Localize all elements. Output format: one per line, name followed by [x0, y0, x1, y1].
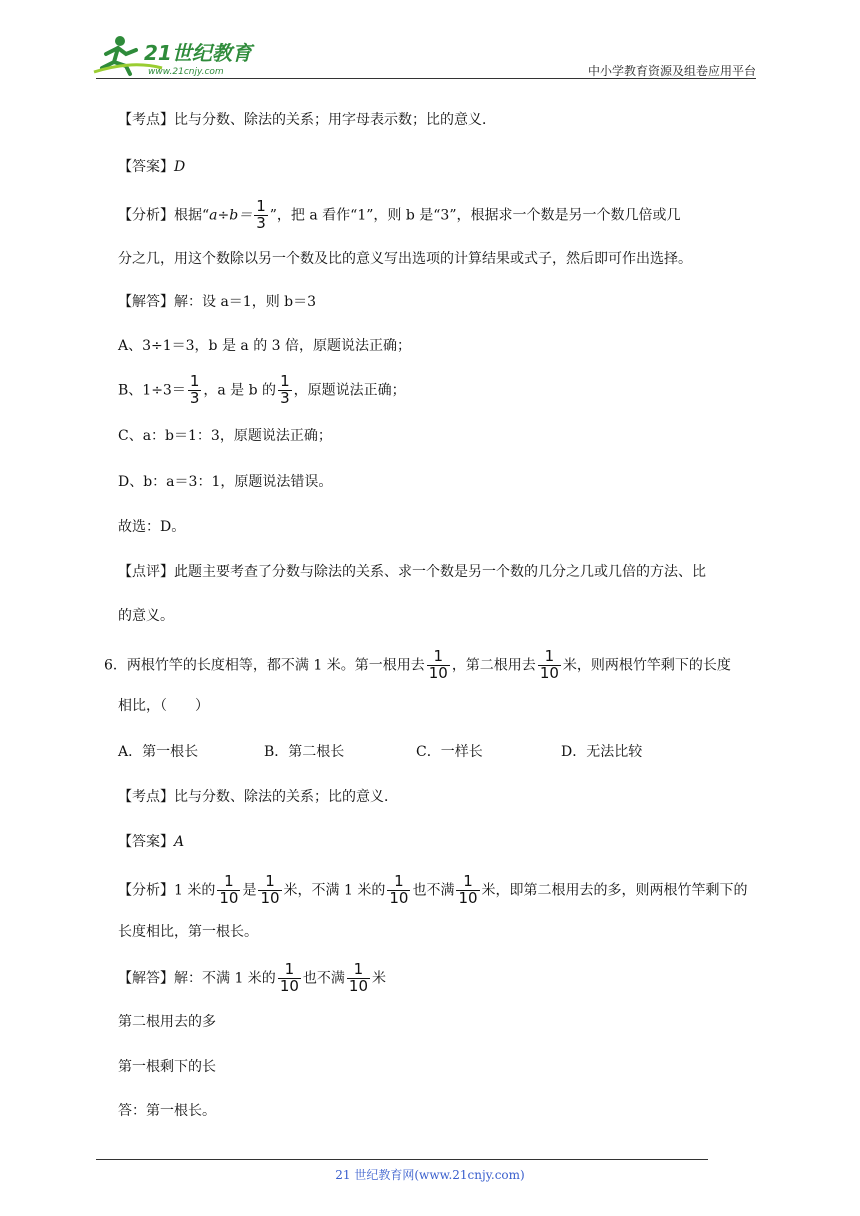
text: 【解答】解：不满 1 米的: [118, 970, 276, 987]
fraction-one-third: [188, 374, 202, 407]
q5-analysis-line-1: [118, 199, 680, 232]
text: 【分析】根据“: [118, 207, 210, 224]
runner-logo-icon: [92, 32, 262, 78]
q6-stem-line-2: 相比，（ ）: [118, 698, 209, 714]
footer-text: 21 世纪教育网(www.21cnjy.com): [335, 1168, 525, 1182]
text: ”，把 a 看作“1”，则 b 是“3”，根据求一个数是另一个数几倍或几: [269, 207, 681, 224]
q6-option-b: B．第二根长: [264, 744, 345, 760]
numerator: 1: [189, 372, 200, 390]
numerator: 1: [463, 872, 473, 890]
text: a÷b＝: [209, 207, 253, 224]
q5-answer: [118, 157, 185, 177]
q6-option-a: A．第一根长: [118, 744, 199, 760]
text: 米，不满 1 米的: [283, 882, 386, 899]
fraction-one-tenth: [387, 874, 410, 907]
q6-option-d: D．无法比较: [561, 744, 643, 760]
text: 米，即第二根用去的多，则两根竹竿剩下的: [481, 882, 748, 899]
fraction-one-tenth: [456, 874, 479, 907]
denominator: 10: [260, 888, 280, 907]
q6-answer: [118, 832, 184, 852]
q5-choice: 故选：D。: [118, 519, 186, 535]
q6-step-1: 第二根用去的多: [118, 1014, 216, 1030]
denominator: 10: [458, 888, 478, 907]
numerator: 1: [224, 872, 234, 890]
numerator: 1: [394, 872, 404, 890]
denominator: 10: [539, 663, 559, 682]
fraction-one-tenth: [278, 962, 301, 995]
q5-option-c: C、a：b＝1：3，原题说法正确；: [118, 428, 332, 444]
fraction-one-tenth: [217, 874, 240, 907]
platform-name: 中小学教育资源及组卷应用平台: [587, 64, 756, 78]
fraction-one-tenth: [258, 874, 281, 907]
q6-solution-line: [118, 962, 386, 995]
numerator: 1: [284, 960, 295, 978]
site-logo: [92, 32, 262, 78]
footer-divider: [96, 1159, 708, 1160]
q6-step-2: 第一根剩下的长: [118, 1059, 216, 1075]
answer-value: A: [174, 834, 185, 850]
q6-analysis-line-1: [118, 874, 748, 907]
text: 米，则两根竹竿剩下的长度: [562, 657, 731, 674]
text: ，原题说法正确；: [293, 382, 406, 399]
denominator: 10: [348, 976, 368, 995]
denominator: 10: [428, 663, 448, 682]
fraction-one-tenth: [347, 962, 370, 995]
numerator: 1: [280, 372, 290, 390]
fraction-one-third: [278, 374, 292, 407]
text: ，a 是 b 的: [203, 382, 277, 399]
denominator: 3: [280, 388, 290, 407]
text: 是: [242, 882, 257, 899]
text: 6．两根竹竿的长度相等，都不满 1 米。第一根用去: [104, 657, 425, 674]
denominator: 10: [279, 976, 299, 995]
numerator: 1: [544, 647, 555, 665]
denominator: 10: [219, 888, 239, 907]
q5-option-d: D、b：a＝3：1，原题说法错误。: [118, 474, 333, 490]
denominator: 10: [389, 888, 409, 907]
answer-label: 【答案】: [118, 159, 174, 175]
q6-reply: 答：第一根长。: [118, 1103, 216, 1119]
denominator: 3: [189, 388, 200, 407]
numerator: 1: [353, 960, 364, 978]
text: ，第二根用去: [451, 657, 536, 674]
fraction-one-tenth: [538, 649, 561, 682]
numerator: 1: [265, 872, 275, 890]
text: B、1÷3＝: [118, 382, 186, 399]
q5-kaodian: 【考点】比与分数、除法的关系；用字母表示数；比的意义．: [118, 112, 496, 128]
text: 米: [372, 970, 386, 987]
q6-option-c: C．一样长: [416, 744, 483, 760]
text: 也不满: [302, 970, 345, 987]
numerator: 1: [433, 647, 444, 665]
q6-analysis-line-2: 长度相比，第一根长。: [118, 924, 258, 940]
text: 【分析】1 米的: [118, 882, 216, 899]
q5-analysis-line-2: 分之几，用这个数除以另一个数及比的意义写出选项的计算结果或式子，然后即可作出选择。: [118, 251, 692, 267]
logo-url: www.21cnjy.com: [148, 67, 224, 77]
answer-value: D: [174, 159, 186, 175]
q6-kaodian: 【考点】比与分数、除法的关系；比的意义．: [118, 789, 398, 805]
denominator: 3: [256, 213, 266, 232]
q5-solution-line: 【解答】解：设 a＝1，则 b＝3: [118, 294, 317, 310]
fraction-one-third: [254, 199, 268, 232]
q5-comment-line-1: 【点评】此题主要考查了分数与除法的关系、求一个数是另一个数的几分之几或几倍的方法、比: [118, 564, 706, 580]
numerator: 1: [256, 197, 266, 215]
q5-option-a: A、3÷1＝3，b 是 a 的 3 倍，原题说法正确；: [118, 338, 412, 354]
q5-comment-line-2: 的意义。: [118, 608, 174, 624]
q5-option-b: [118, 374, 406, 407]
logo-title: 21世纪教育: [144, 41, 252, 65]
fraction-one-tenth: [427, 649, 450, 682]
text: 也不满: [412, 882, 455, 899]
answer-label: 【答案】: [118, 834, 174, 850]
header-divider: [96, 78, 756, 79]
q6-stem-line-1: [104, 649, 731, 682]
